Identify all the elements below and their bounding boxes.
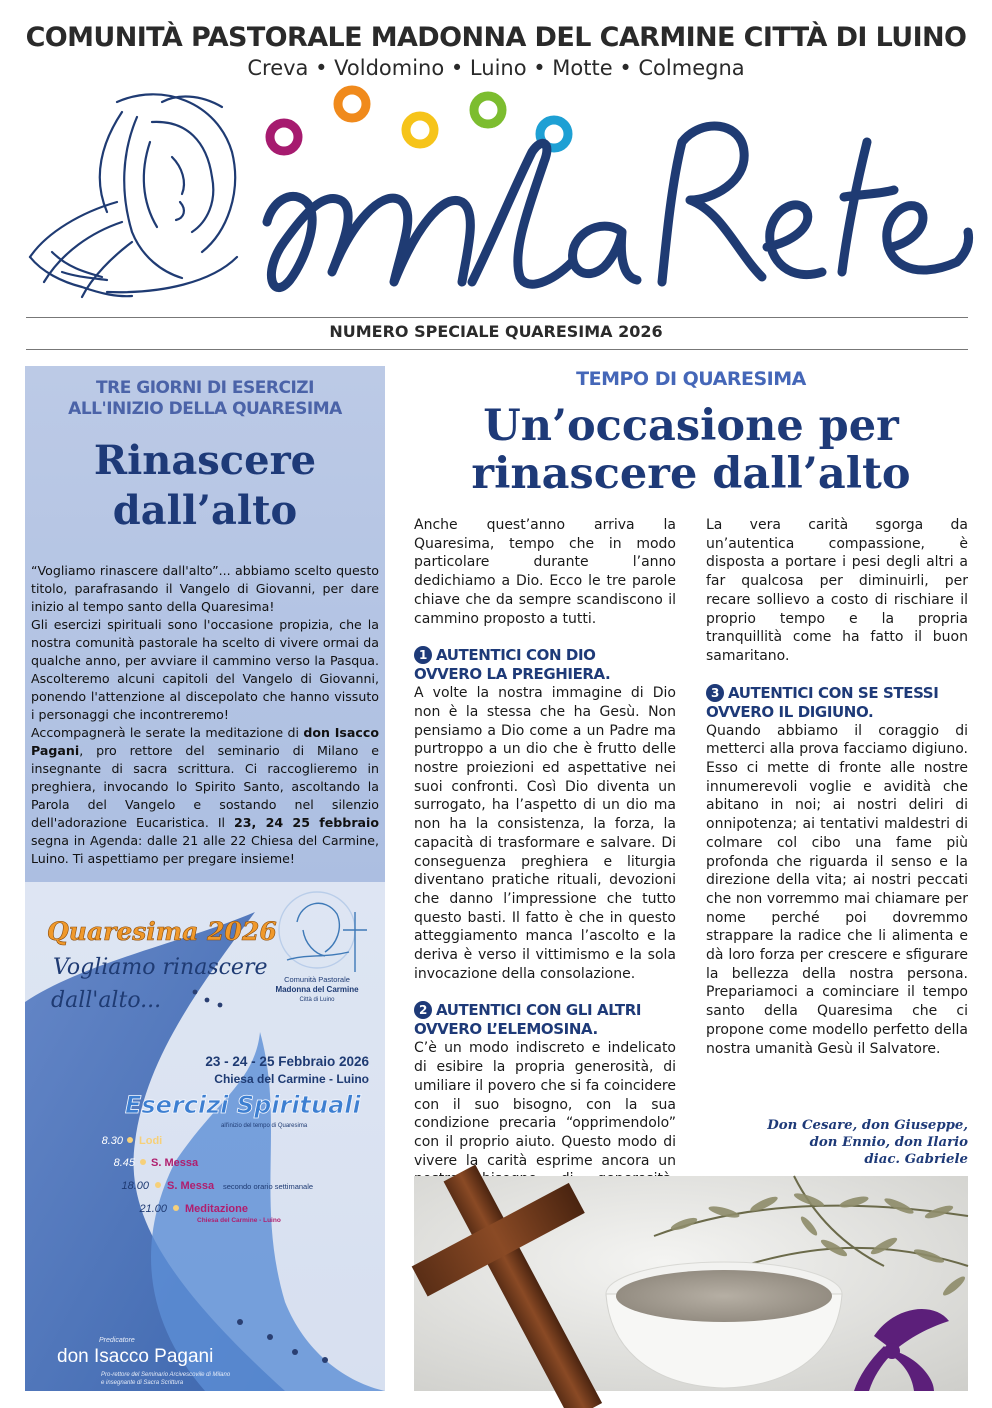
article-intro: Anche quest’anno arriva la Quaresima, tempo che in modo particolare durante l’anno dedichiamo a Dio. Ecco le tre parole chiave che da sempre scandiscono il cammino proposto a tutti. <box>414 517 676 627</box>
poster-tagline-1: Vogliamo rinascere <box>53 955 268 980</box>
ring-orange <box>338 90 366 118</box>
schedule-note: secondo orario settimanale <box>223 1182 314 1191</box>
retreat-title-line-1: Rinascere <box>93 437 317 484</box>
section-body-prayer: A volte la nostra immagine di Dio non è la stessa che ha Gesù. Non pensiamo a Dio come a un Padre ma purtroppo a un dio che è frutto delle nostre proiezioni ed aspettative nei suoi confronti. Così Dio diventa un surrogato, ha l’aspetto di un dio ma non ha la consistenza, la forza, la capacità di trasformare e salvare. Di conseguenza preghiera e liturgia diventano pratiche rituali, devozioni che danno l’impressione che tutto questo basti. Il fatto è che in questo atteggiamento manca l’ascolto e la deriva è verso il vittimismo e la sola invocazione della consolazione. <box>414 685 676 982</box>
ring-magenta <box>270 123 298 151</box>
logo-script <box>267 126 969 288</box>
retreat-panel <box>25 366 385 1391</box>
ashes-cross-photo <box>414 1176 968 1391</box>
poster-tagline-2: dall'alto... <box>51 988 162 1013</box>
poster-preacher-role-1: Pro-rettore del Seminario Arcivescovile di Milano <box>101 1372 231 1378</box>
header-rule-top <box>26 317 968 318</box>
signature-line: diac. Gabriele <box>864 1152 968 1167</box>
poster-org-1: Comunità Pastorale <box>284 975 350 984</box>
signature-line: Don Cesare, don Giuseppe, <box>767 1118 968 1133</box>
poster-event: Esercizi Spirituali <box>125 1091 361 1119</box>
section-heading-line: OVVERO L’ELEMOSINA. <box>414 1020 598 1039</box>
ring-green <box>474 96 502 124</box>
ring-yellow <box>406 116 434 144</box>
retreat-kicker-line-1: TRE GIORNI DI ESERCIZI <box>96 378 314 398</box>
issue-label: NUMERO SPECIALE QUARESIMA 2026 <box>329 322 663 341</box>
retreat-paragraph: “Vogliamo rinascere dall'alto”... abbiamo scelto questo titolo, parafrasando il Vangelo di Giovanni, per dare inizio al tempo santo della Quaresima! <box>31 563 379 614</box>
section-heading-line: AUTENTICI CON GLI ALTRI <box>436 1001 642 1020</box>
retreat-dates: 23, 24 25 febbraio <box>233 815 379 830</box>
inlarete-logo <box>22 82 972 312</box>
schedule-time: 8.30 <box>101 1135 123 1147</box>
section-heading-prayer <box>414 646 676 684</box>
article-title-line-2: rinascere dall’alto <box>471 449 911 499</box>
poster-org-3: Città di Luino <box>299 997 335 1003</box>
retreat-paragraph <box>31 724 379 868</box>
preacher-name: don Isacco Pagani <box>31 725 379 758</box>
schedule-note: Chiesa del Carmine - Luino <box>197 1217 281 1224</box>
text-run: Accompagnerà le serate la meditazione di <box>31 725 304 740</box>
section-number: 3 <box>706 684 724 702</box>
section-heading-fasting <box>706 684 968 722</box>
section-heading-line: AUTENTICI CON SE STESSI <box>728 683 939 702</box>
article-column-2 <box>706 516 968 1058</box>
schedule-label: Lodi <box>139 1135 163 1147</box>
schedule-time: 8.45 <box>113 1157 135 1169</box>
poster-preacher-label: Predicatore <box>99 1337 135 1344</box>
poster-org-2: Madonna del Carmine <box>275 985 359 994</box>
masthead-subtitle: Creva • Voldomino • Luino • Motte • Colmegna <box>247 56 745 80</box>
signature-line: don Ennio, don Ilario <box>809 1135 968 1150</box>
schedule-label: S. Messa <box>151 1157 199 1169</box>
retreat-title-line-2: dall’alto <box>112 487 298 534</box>
section-body-fasting: Quando abbiamo il coraggio di metterci alla prova facciamo digiuno. Esso ci mette di fronte alle nostre innumerevoli voglie e avidità che abitano in noi; ai nostri deliri di onnipotenza; ai tentativi maldestri di colmare col cibo una fame più profonda che riguarda il senso e la direzione della vita; ai nostri peccati che non vorremmo mai chiamare per nome perché poi dovremmo strappare la radice che li alimenta e dà loro forza per crescere e sfigurare la bellezza della nostra persona. Prepariamoci a cominciare il tempo santo della Quaresima che ci propone come modello perfetto della nostra umanità Gesù il Salvatore. <box>706 722 968 1057</box>
retreat-kicker-line-2: ALL'INIZIO DELLA QUARESIMA <box>68 399 342 419</box>
header-rule-bottom <box>26 349 968 350</box>
section-body-almsgiving-cont: La vera carità sgorga da un’autentica compassione, è disposta a portare i pesi degli altri a far qualcosa per diminuirli, per recare sollievo a costo di rischiare il proprio tempo e la propria tranquillità come ha fatto il buon samaritano. <box>706 517 968 664</box>
article-kicker: TEMPO DI QUARESIMA <box>576 368 806 390</box>
schedule-time: 21.00 <box>139 1203 167 1215</box>
madonna-drawing-icon <box>30 94 237 297</box>
masthead-title: COMUNITÀ PASTORALE MADONNA DEL CARMINE CITTÀ DI LUINO <box>25 22 967 53</box>
section-heading-line: OVVERO IL DIGIUNO. <box>706 702 874 721</box>
retreat-body <box>31 562 379 868</box>
article-column-1 <box>414 516 676 1170</box>
poster-place: Chiesa del Carmine - Luino <box>214 1072 369 1086</box>
section-heading-line: AUTENTICI CON DIO <box>436 646 596 665</box>
text-run: segna in Agenda: dalle 21 alle 22 Chiesa del Carmine, Luino. Ti aspettiamo per pregare insieme! <box>31 833 379 866</box>
schedule-label: S. Messa <box>167 1180 215 1192</box>
retreat-poster <box>25 882 385 1391</box>
article-title <box>414 402 968 498</box>
poster-heading: Quaresima 2026 <box>47 917 277 946</box>
retreat-paragraph: Gli esercizi spirituali sono l'occasione propizia, che la nostra comunità pastorale ha scelto di vivere ormai da qualche anno, per avviare il cammino verso la Pasqua. Ascolteremo alcuni capitoli del Vangelo di Giovanni, ponendo l'attenzione al discepolato che hanno vissuto i personaggi che incontreremo! <box>31 617 379 722</box>
section-heading-almsgiving <box>414 1001 676 1039</box>
article-signature <box>706 1117 968 1168</box>
poster-preacher-role-2: e insegnante di Sacra Scrittura <box>101 1380 184 1386</box>
retreat-kicker <box>25 378 385 420</box>
section-body-almsgiving: C’è un modo indiscreto e indelicato di esibire la propria generosità, di umiliare il povero che si fa coincidere con il suo bisogno, con la sua condizione precaria “opprimendolo” con il proprio aiuto. Questo modo di vivere la carità esprime ancora un <box>414 1040 676 1169</box>
article-title-line-1: Un’occasione per <box>483 401 899 451</box>
schedule-label: Meditazione <box>185 1203 248 1215</box>
poster-preacher: don Isacco Pagani <box>57 1346 214 1367</box>
section-number: 2 <box>414 1001 432 1019</box>
text-run: , pro rettore del seminario di Milano e insegnante di sacra scrittura. Ci raccoglieremo in preghiera, invocando lo Spirito Santo, ascoltando la Parola del Vangelo e sostando nel silenzio dell'adorazione Eucaristica. Il <box>31 743 379 830</box>
section-number: 1 <box>414 646 432 664</box>
section-heading-line: OVVERO LA PREGHIERA. <box>414 665 611 684</box>
schedule-time: 18.00 <box>121 1180 149 1192</box>
poster-event-sub: all'inizio del tempo di Quaresima <box>221 1123 308 1129</box>
poster-dates: 23 - 24 - 25 Febbraio 2026 <box>205 1054 369 1069</box>
retreat-title <box>25 436 385 536</box>
